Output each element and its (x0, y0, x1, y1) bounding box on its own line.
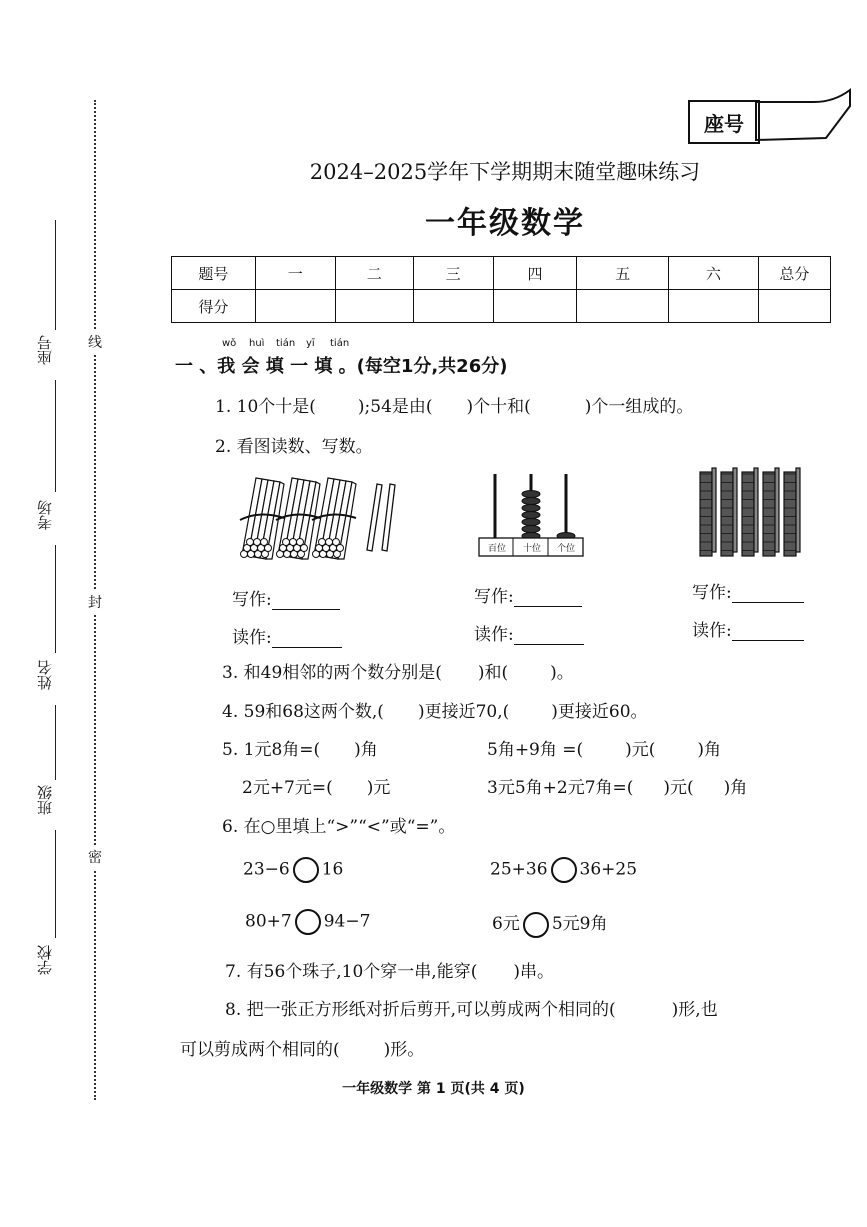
pinyin: tián (330, 338, 350, 349)
question-4: 4. 59和68这两个数,( )更接近70,( )更接近60。 (222, 702, 648, 722)
answer-blank[interactable] (732, 640, 804, 641)
score-cell[interactable] (577, 290, 669, 323)
question-5-line-2-right: 3元5角+2元7角=( )元( )角 (487, 778, 748, 798)
pinyin: huì (249, 338, 265, 349)
margin-label-school: 学校 (36, 945, 54, 975)
seat-number-field[interactable] (754, 88, 854, 144)
score-cell[interactable] (669, 290, 759, 323)
question-5-line-1-left: 5. 1元8角=( )角 (222, 740, 378, 760)
question-7: 7. 有56个珠子,10个穿一串,能穿( )串。 (225, 962, 554, 982)
question-8-line-1: 8. 把一张正方形纸对折后剪开,可以剪成两个相同的( )形,也 (225, 1000, 718, 1020)
page-footer: 一年级数学 第 1 页(共 4 页) (342, 1081, 525, 1097)
seal-char-line: 线 (88, 330, 102, 354)
score-table-header-row (172, 257, 831, 290)
score-header-cell: 六 (669, 257, 759, 290)
compare-circle[interactable] (523, 912, 549, 938)
margin-line-room (55, 380, 56, 492)
score-header-cell: 三 (413, 257, 493, 290)
margin-line-seat (55, 220, 56, 330)
stick-bundles-image (232, 470, 402, 565)
question-8-line-2: 可以剪成两个相同的( )形。 (180, 1040, 425, 1060)
pinyin: wǒ (222, 338, 237, 349)
question-2: 2. 看图读数、写数。 (215, 437, 373, 457)
seat-number-label: 座号 (688, 100, 760, 144)
score-cell[interactable] (255, 290, 335, 323)
subject-title: 一年级数学 (425, 206, 585, 241)
score-cell[interactable] (413, 290, 493, 323)
question-1: 1. 10个十是( );54是由( )个十和( )个一组成的。 (215, 397, 694, 417)
abacus-label-ones: 个位 (556, 544, 575, 554)
pinyin: tián (276, 338, 296, 349)
margin-line-class (55, 705, 56, 780)
answer-blank[interactable] (514, 644, 584, 645)
write-answer-2: 写作: (474, 582, 582, 607)
margin-label-room: 考场 (36, 500, 54, 530)
seal-char-seal: 封 (88, 590, 102, 614)
pinyin: yī (306, 338, 315, 349)
write-answer-1: 写作: (232, 585, 340, 610)
ten-rods-image (696, 466, 806, 560)
score-cell[interactable] (335, 290, 413, 323)
compare-circle[interactable] (293, 857, 319, 883)
compare-circle[interactable] (551, 857, 577, 883)
margin-line-name (55, 545, 56, 653)
compare-item: 23−6 16 (243, 857, 343, 883)
answer-blank[interactable] (514, 606, 582, 607)
question-6: 6. 在○里填上“>”“<”或“=”。 (222, 817, 456, 837)
score-header-cell: 题号 (172, 257, 256, 290)
question-3: 3. 和49相邻的两个数分别是( )和( )。 (222, 663, 574, 683)
question-5-line-2-left: 2元+7元=( )元 (242, 778, 391, 798)
score-cell[interactable] (493, 290, 577, 323)
margin-label-class: 班级 (36, 785, 54, 815)
score-header-cell: 四 (493, 257, 577, 290)
margin-label-seat: 座号 (36, 335, 54, 365)
score-header-cell: 一 (255, 257, 335, 290)
read-answer-2: 读作: (474, 620, 584, 645)
seal-char-secret: 密 (88, 845, 102, 869)
exam-title: 2024–2025学年下学期期末随堂趣味练习 (309, 160, 701, 184)
margin-label-name: 姓名 (36, 660, 54, 690)
read-answer-3: 读作: (692, 616, 804, 641)
compare-item: 6元 5元9角 (492, 909, 607, 938)
answer-blank[interactable] (272, 647, 342, 648)
read-answer-1: 读作: (232, 623, 342, 648)
section-1-title: 一 、我 会 填 一 填 。(每空1分,共26分) (175, 356, 508, 377)
score-header-cell: 五 (577, 257, 669, 290)
abacus-label-tens: 十位 (522, 544, 541, 554)
compare-circle[interactable] (295, 909, 321, 935)
answer-blank[interactable] (272, 609, 340, 610)
question-5-line-1-right: 5角+9角 =( )元( )角 (487, 740, 722, 760)
score-header-cell: 总分 (758, 257, 830, 290)
compare-item: 25+36 36+25 (490, 857, 637, 883)
margin-line-school (55, 830, 56, 938)
score-row-label: 得分 (172, 290, 256, 323)
write-answer-3: 写作: (692, 578, 804, 603)
score-header-cell: 二 (335, 257, 413, 290)
answer-blank[interactable] (732, 602, 804, 603)
score-cell[interactable] (758, 290, 830, 323)
compare-item: 80+7 94−7 (245, 909, 370, 935)
score-table (171, 256, 831, 323)
score-table-score-row (172, 290, 831, 323)
abacus-label-hundreds: 百位 (487, 544, 506, 554)
